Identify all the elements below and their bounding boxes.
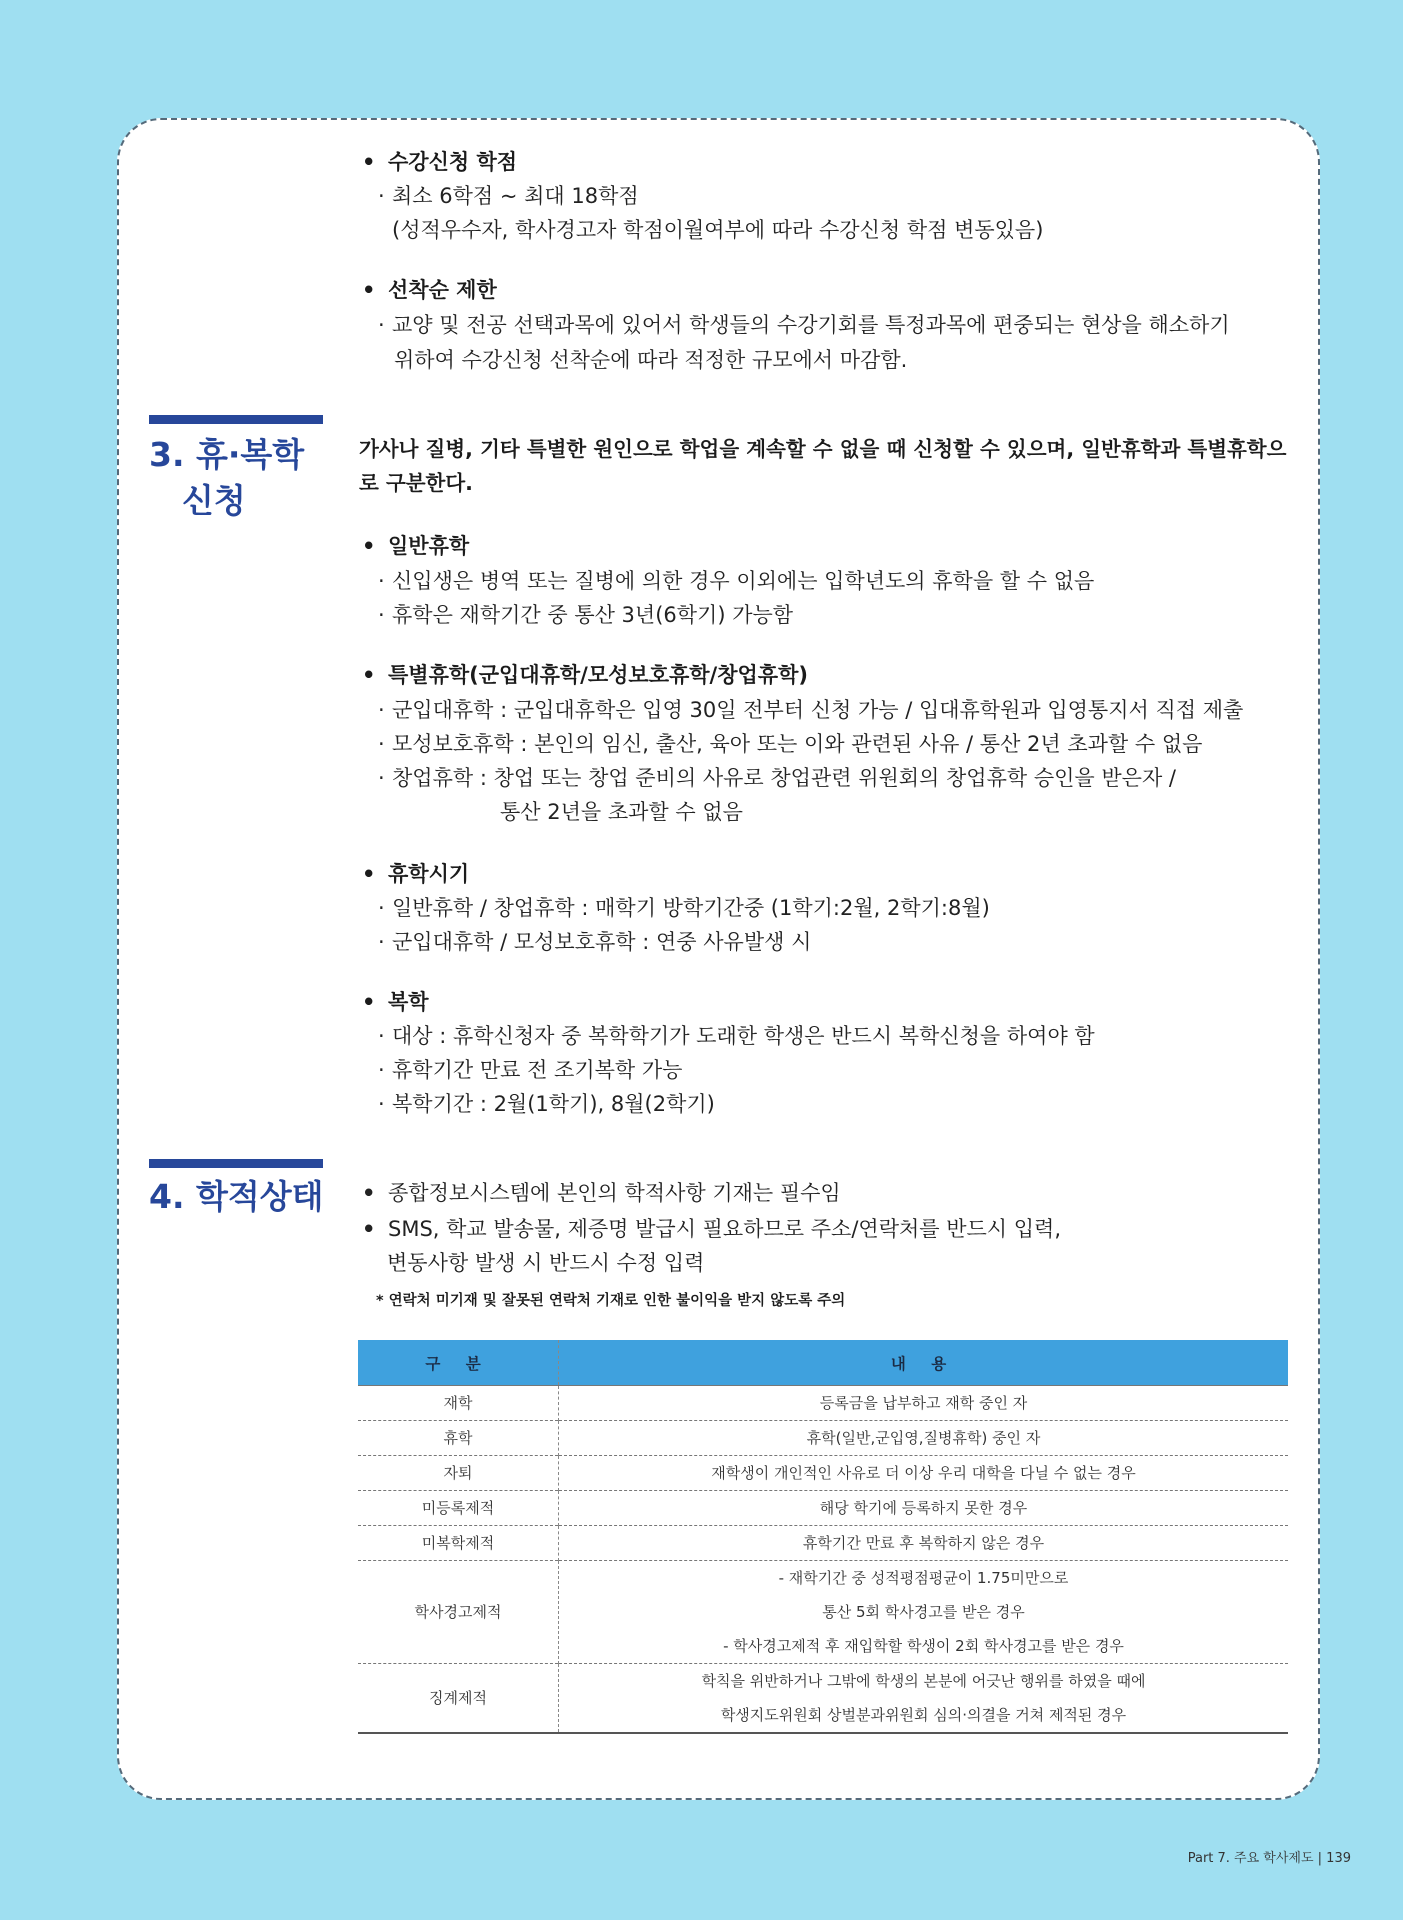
special-leave-item-continuation: 통산 2년을 초과할 수 없음: [500, 800, 743, 824]
leave-timing-heading: • 휴학시기: [362, 862, 470, 886]
table-header-row: [358, 1340, 1288, 1386]
special-leave-item: · 창업휴학 : 창업 또는 창업 준비의 사유로 창업관련 위원회의 창업휴학 승인을 받은자 /: [378, 766, 1176, 790]
table-cell-line: 해당 학기에 등록하지 못한 경우: [819, 1499, 1028, 1517]
section4-bar: [149, 1159, 323, 1168]
table-cell-category: 미복학제적: [358, 1526, 559, 1561]
general-leave-item: · 휴학은 재학기간 중 통산 3년(6학기) 가능함: [378, 603, 794, 627]
enroll-credits-heading: • 수강신청 학점: [362, 150, 518, 174]
table-cell-content: [559, 1421, 1289, 1456]
table-cell-line: 휴학기간 만료 후 복학하지 않은 경우: [802, 1534, 1045, 1552]
return-item: · 대상 : 휴학신청자 중 복학학기가 도래한 학생은 반드시 복학신청을 하여야 함: [378, 1024, 1095, 1048]
enroll-credits-note: (성적우수자, 학사경고자 학점이월여부에 따라 수강신청 학점 변동있음): [392, 218, 1044, 242]
table-header-content: 내 용: [559, 1340, 1289, 1386]
table-cell-category: 학사경고제적: [358, 1561, 559, 1664]
section4-bullet-continuation: 변동사항 발생 시 반드시 수정 입력: [387, 1251, 705, 1275]
return-item: · 복학기간 : 2월(1학기), 8월(2학기): [378, 1092, 715, 1116]
section4-bullet: • SMS, 학교 발송물, 제증명 발급시 필요하므로 주소/연락처를 반드시 입력,: [362, 1217, 1062, 1241]
page-footer: Part 7. 주요 학사제도 | 139: [1187, 1851, 1351, 1866]
leave-timing-item: · 군입대휴학 / 모성보호휴학 : 연중 사유발생 시: [378, 930, 812, 954]
table-cell-content: [559, 1386, 1289, 1421]
general-leave-item: · 신입생은 병역 또는 질병에 의한 경우 이외에는 입학년도의 휴학을 할 수 없음: [378, 569, 1095, 593]
special-leave-item: · 군입대휴학 : 군입대휴학은 입영 30일 전부터 신청 가능 / 입대휴학원과 입영통지서 직접 제출: [378, 698, 1244, 722]
general-leave-heading: • 일반휴학: [362, 534, 470, 558]
section4-title: 4. 학적상태: [149, 1177, 324, 1216]
enroll-credits-item: · 최소 6학점 ~ 최대 18학점: [378, 184, 639, 208]
section3-intro: 가사나 질병, 기타 특별한 원인으로 학업을 계속할 수 없을 때 신청할 수 있으며, 일반휴학과 특별휴학으로 구분한다.: [359, 437, 1287, 495]
table-cell-content: [559, 1491, 1289, 1526]
table-row: [358, 1421, 1288, 1456]
table-cell-line: - 학사경고제적 후 재입학할 학생이 2회 학사경고를 받은 경우: [723, 1637, 1124, 1655]
return-heading: • 복학: [362, 990, 429, 1014]
table-cell-category: 자퇴: [358, 1456, 559, 1491]
table-cell-content: [559, 1526, 1289, 1561]
table-cell-content: [559, 1664, 1289, 1734]
special-leave-heading: • 특별휴학(군입대휴학/모성보호휴학/창업휴학): [362, 663, 808, 687]
first-come-item-continuation: 위하여 수강신청 선착순에 따라 적정한 규모에서 마감함.: [394, 348, 908, 372]
special-leave-item: · 모성보호휴학 : 본인의 임신, 출산, 육아 또는 이와 관련된 사유 / 통산 2년 초과할 수 없음: [378, 732, 1203, 756]
table-row: [358, 1456, 1288, 1491]
section3-title: 3. 휴·복학 신청: [149, 435, 305, 520]
section3-bar: [149, 415, 323, 424]
table-cell-category: 징계제적: [358, 1664, 559, 1734]
first-come-item: · 교양 및 전공 선택과목에 있어서 학생들의 수강기회를 특정과목에 편중되는 현상을 해소하기: [378, 313, 1230, 337]
table-cell-line: 재학생이 개인적인 사유로 더 이상 우리 대학을 다닐 수 없는 경우: [711, 1464, 1136, 1482]
table-cell-line: 학칙을 위반하거나 그밖에 학생의 본분에 어긋난 행위를 하였을 때에: [701, 1672, 1146, 1690]
table-row: [358, 1664, 1288, 1734]
table-row: [358, 1526, 1288, 1561]
table-cell-line: 등록금을 납부하고 재학 중인 자: [819, 1394, 1028, 1412]
table-cell-content: [559, 1456, 1289, 1491]
return-item: · 휴학기간 만료 전 조기복학 가능: [378, 1058, 683, 1082]
section4-bullet: • 종합정보시스템에 본인의 학적사항 기재는 필수임: [362, 1181, 841, 1205]
table-cell-category: 미등록제적: [358, 1491, 559, 1526]
table-cell-line: 학생지도위원회 상벌분과위원회 심의·의결을 거쳐 제적된 경우: [720, 1706, 1127, 1724]
table-row: [358, 1386, 1288, 1421]
academic-status-table: [358, 1340, 1288, 1734]
first-come-heading: • 선착순 제한: [362, 278, 497, 302]
table-cell-category: 재학: [358, 1386, 559, 1421]
leave-timing-item: · 일반휴학 / 창업휴학 : 매학기 방학기간중 (1학기:2월, 2학기:8월): [378, 896, 990, 920]
table-cell-line: 휴학(일반,군입영,질병휴학) 중인 자: [806, 1429, 1041, 1447]
table-cell-line: - 재학기간 중 성적평점평균이 1.75미만으로: [778, 1569, 1069, 1587]
table-header-category: 구 분: [358, 1340, 559, 1386]
table-row: [358, 1491, 1288, 1526]
contact-note: * 연락처 미기재 및 잘못된 연락처 기재로 인한 불이익을 받지 않도록 주의: [376, 1293, 846, 1309]
table-cell-category: 휴학: [358, 1421, 559, 1456]
table-cell-content: [559, 1561, 1289, 1664]
table-row: [358, 1561, 1288, 1664]
table-cell-line: 통산 5회 학사경고를 받은 경우: [822, 1603, 1025, 1621]
